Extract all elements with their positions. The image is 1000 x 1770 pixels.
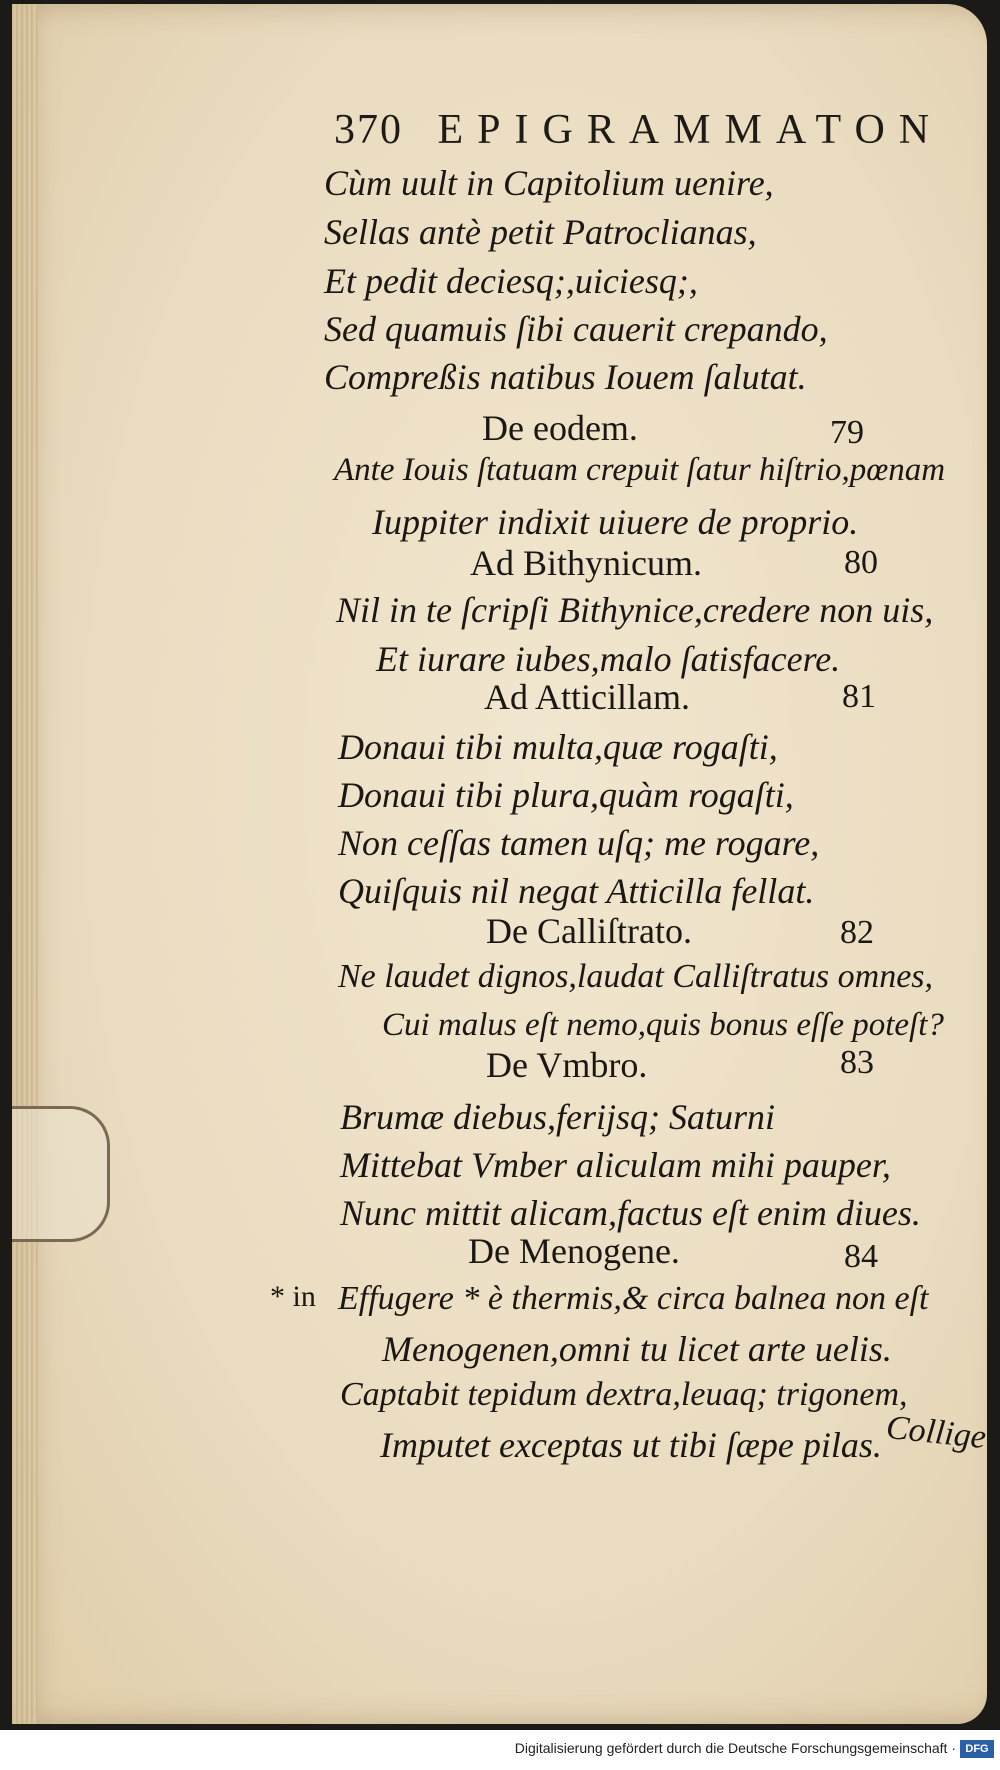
margin-note: * in xyxy=(270,1280,316,1313)
page-number: 370 xyxy=(334,107,403,153)
footer-credit: Digitalisierung gefördert durch die Deutsche Forschungsgemeinschaft · xyxy=(514,1740,956,1756)
verse-line: Sed quamuis ſibi cauerit crepando, xyxy=(324,309,828,349)
verse-line: Cùm uult in Capitolium uenire, xyxy=(324,163,774,203)
epigram-number: 82 xyxy=(840,914,874,951)
epigram-number: 83 xyxy=(840,1044,874,1081)
catchword: Collige xyxy=(884,1408,988,1457)
verse-line: Et pedit deciesq;,uiciesq;, xyxy=(324,261,698,301)
dfg-logo: DFG xyxy=(960,1740,994,1758)
epigram-heading: Ad Atticillam. xyxy=(484,677,690,717)
verse-line: Nil in te ſcripſi Bithynice,credere non uis, xyxy=(336,590,934,630)
verse-line: Compreßis natibus Iouem ſalutat. xyxy=(324,357,807,397)
epigram-heading: Ad Bithynicum. xyxy=(470,543,702,583)
verse-line: Quiſquis nil negat Atticilla fellat. xyxy=(338,871,815,911)
epigram-number: 84 xyxy=(844,1238,878,1275)
verse-line: Ante Iouis ſtatuam crepuit ſatur hiſtrio,pœnam xyxy=(334,452,946,488)
epigram-heading: De Calliſtrato. xyxy=(486,911,692,951)
epigram-heading: De Vmbro. xyxy=(486,1045,648,1085)
text-body xyxy=(12,4,987,1724)
verse-line: Nunc mittit alicam,factus eſt enim diues. xyxy=(340,1193,921,1233)
verse-line: Donaui tibi multa,quæ rogaſti, xyxy=(338,727,778,767)
verse-line: Mittebat Vmber aliculam mihi pauper, xyxy=(340,1145,891,1185)
verse-line: Brumæ diebus,ferijsq; Saturni xyxy=(340,1097,776,1137)
epigram-heading: De Menogene. xyxy=(468,1231,680,1271)
verse-line: Donaui tibi plura,quàm rogaſti, xyxy=(338,775,794,815)
verse-line: Ne laudet dignos,laudat Calliſtratus omnes, xyxy=(338,958,934,995)
epigram-number: 79 xyxy=(830,414,864,451)
verse-line: Sellas antè petit Patroclianas, xyxy=(324,212,757,252)
verse-line: Imputet exceptas ut tibi ſæpe pilas. xyxy=(380,1425,882,1465)
verse-line: Non ceſſas tamen uſq; me rogare, xyxy=(338,823,820,863)
book-page xyxy=(12,4,987,1724)
epigram-number: 80 xyxy=(844,544,878,581)
verse-line: Captabit tepidum dextra,leuaq; trigonem, xyxy=(340,1376,908,1413)
verse-line: Cui malus eſt nemo,quis bonus eſſe poteſt? xyxy=(382,1007,944,1043)
running-head-title: EPIGRAMMATON xyxy=(437,107,944,153)
verse-line: Et iurare iubes,malo ſatisfacere. xyxy=(376,639,841,679)
verse-line: Effugere * è thermis,& circa balnea non eſt xyxy=(338,1280,929,1317)
digitization-footer xyxy=(0,1730,1000,1770)
epigram-number: 81 xyxy=(842,678,876,715)
verse-line: Iuppiter indixit uiuere de proprio. xyxy=(372,502,859,542)
verse-line: Menogenen,omni tu licet arte uelis. xyxy=(382,1329,892,1369)
epigram-heading: De eodem. xyxy=(482,408,638,448)
